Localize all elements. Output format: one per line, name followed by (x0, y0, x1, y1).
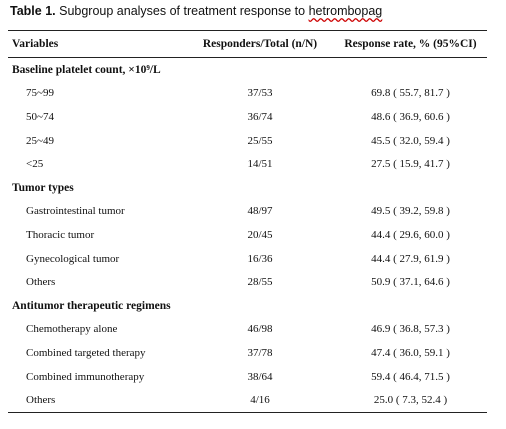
group-header-baseline-platelet (8, 58, 487, 82)
row-rate: 45.5 ( 32.0, 59.4 ) (371, 134, 450, 147)
table-row (8, 82, 487, 106)
row-responders: 25/55 (247, 134, 273, 147)
row-rate: 59.4 ( 46.4, 71.5 ) (371, 370, 450, 383)
caption-drug-name: hetrombopag (308, 4, 383, 18)
table-row (8, 318, 487, 342)
row-label: Thoracic tumor (26, 228, 95, 241)
header-responders: Responders/Total (n/N) (202, 38, 318, 50)
group-title: Baseline platelet count, ×10⁹/L (12, 63, 161, 76)
row-label: Gynecological tumor (26, 252, 120, 265)
row-label: 75~99 (26, 87, 54, 100)
row-label: Others (26, 276, 56, 289)
row-responders: 20/45 (247, 228, 273, 241)
table-caption (10, 4, 382, 18)
row-responders: 37/53 (247, 87, 273, 100)
row-rate: 49.5 ( 39.2, 59.8 ) (371, 205, 450, 218)
table-row (8, 341, 487, 365)
row-label: 25~49 (26, 134, 54, 147)
row-label: Combined immunotherapy (26, 370, 145, 383)
subgroup-table (8, 30, 487, 413)
caption-text: Subgroup analyses of treatment response to (59, 4, 306, 18)
row-rate: 50.9 ( 37.1, 64.6 ) (371, 276, 450, 289)
table-row (8, 365, 487, 389)
table-row (8, 105, 487, 129)
header-response-rate: Response rate, % (95%CI) (344, 38, 477, 50)
header-variables: Variables (12, 38, 59, 50)
table-row (8, 247, 487, 271)
row-rate: 69.8 ( 55.7, 81.7 ) (371, 87, 450, 100)
row-label: <25 (26, 158, 44, 171)
row-rate: 44.4 ( 29.6, 60.0 ) (371, 228, 450, 241)
row-rate: 47.4 ( 36.0, 59.1 ) (371, 346, 450, 359)
table-row (8, 129, 487, 153)
row-rate: 27.5 ( 15.9, 41.7 ) (371, 158, 450, 171)
row-responders: 4/16 (250, 394, 270, 407)
row-responders: 46/98 (247, 323, 273, 336)
row-rate: 44.4 ( 27.9, 61.9 ) (371, 252, 450, 265)
table-row (8, 223, 487, 247)
row-label: Gastrointestinal tumor (26, 205, 125, 218)
row-label: 50~74 (26, 110, 54, 123)
row-responders: 38/64 (247, 370, 273, 383)
row-label: Combined targeted therapy (26, 346, 146, 359)
table-number: Table 1. (10, 4, 56, 18)
row-responders: 16/36 (247, 252, 273, 265)
group-header-antitumor-regimens (8, 294, 487, 318)
row-label: Chemotherapy alone (26, 323, 118, 336)
table-row (8, 152, 487, 176)
row-rate: 25.0 ( 7.3, 52.4 ) (373, 394, 448, 407)
row-responders: 36/74 (247, 110, 273, 123)
row-rate: 46.9 ( 36.8, 57.3 ) (371, 323, 450, 336)
row-label: Others (26, 394, 56, 407)
table-row (8, 200, 487, 224)
table-header-row (8, 31, 487, 58)
group-title: Antitumor therapeutic regimens (12, 299, 171, 312)
row-responders: 28/55 (247, 276, 273, 289)
group-title: Tumor types (12, 181, 74, 194)
row-rate: 48.6 ( 36.9, 60.6 ) (371, 110, 450, 123)
row-responders: 14/51 (247, 158, 273, 171)
row-responders: 48/97 (247, 205, 273, 218)
row-responders: 37/78 (247, 346, 273, 359)
table-row (8, 270, 487, 294)
group-header-tumor-types (8, 176, 487, 200)
table-row (8, 388, 487, 412)
